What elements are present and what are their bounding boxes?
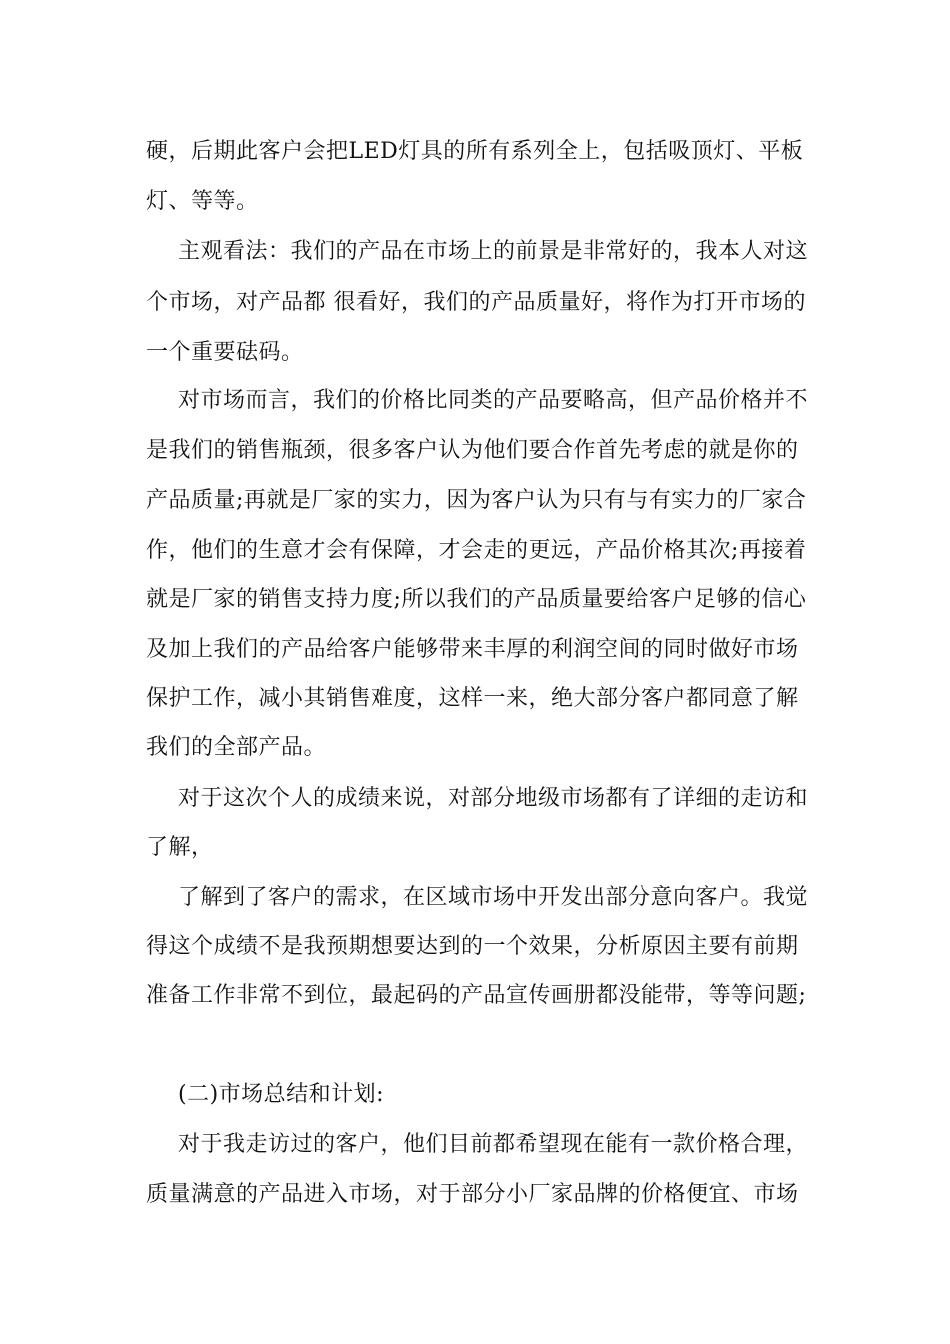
paragraph-first-line: 了解到了客户的需求，在区域市场中开发出部分意向客户。我觉	[178, 885, 809, 910]
text-line: 就是厂家的销售支持力度;所以我们的产品质量要给客户足够的信心	[146, 587, 807, 612]
text-line: 准备工作非常不到位，最起码的产品宣传画册都没能带，等等问题;	[146, 983, 807, 1008]
paragraph-first-line: 对市场而言，我们的价格比同类的产品要略高，但产品价格并不	[178, 388, 809, 413]
text-line: 是我们的销售瓶颈，很多客户认为他们要合作首先考虑的就是你的	[146, 438, 799, 463]
text-line: 一个重要砝码。	[146, 340, 304, 365]
text-line: 个市场，对产品都 很看好，我们的产品质量好，将作为打开市场的	[146, 290, 806, 315]
text-line: 作，他们的生意才会有保障，才会走的更远，产品价格其次;再接着	[146, 538, 807, 563]
paragraph-first-line: 主观看法：我们的产品在市场上的前景是非常好的，我本人对这	[178, 239, 809, 264]
paragraph-first-line: 对于这次个人的成绩来说，对部分地级市场都有了详细的走访和	[178, 786, 809, 811]
text-line: 质量满意的产品进入市场，对于部分小厂家品牌的价格便宜、市场	[146, 1182, 799, 1207]
section-heading: (二)市场总结和计划:	[178, 1082, 385, 1107]
text-line: 得这个成绩不是我预期想要达到的一个效果，分析原因主要有前期	[146, 934, 799, 959]
text-line: 产品质量;再就是厂家的实力，因为客户认为只有与有实力的厂家合	[146, 488, 807, 513]
text-line: 硬，后期此客户会把LED灯具的所有系列全上，包括吸顶灯、平板	[146, 139, 804, 164]
text-line: 及加上我们的产品给客户能够带来丰厚的利润空间的同时做好市场	[146, 637, 799, 662]
text-line: 灯、等等。	[146, 189, 259, 214]
text-line: 保护工作，减小其销售难度，这样一来，绝大部分客户都同意了解	[146, 686, 799, 711]
text-line: 我们的全部产品。	[146, 735, 327, 760]
text-line: 了解，	[146, 835, 214, 860]
paragraph-first-line: 对于我走访过的客户，他们目前都希望现在能有一款价格合理，	[178, 1132, 809, 1157]
